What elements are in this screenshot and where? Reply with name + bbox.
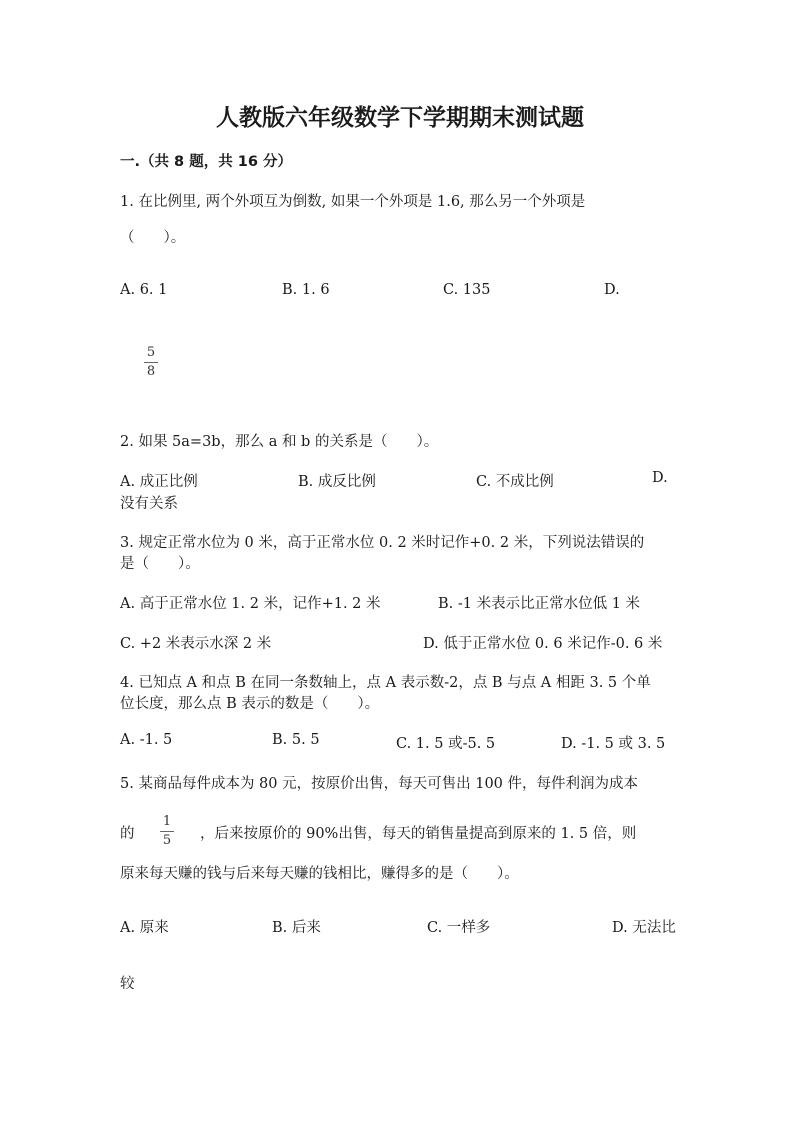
question-5-line-2-end: ，后来按原价的 90%出售，每天的销售量提高到原来的 1. 5 倍，则 (200, 826, 637, 842)
question-1-line-2: （ ）。 (120, 230, 186, 246)
question-4-option-c: C. 1. 5 或-5. 5 (396, 736, 496, 752)
question-4-line-2: 位长度，那么点 B 表示的数是（ ）。 (120, 696, 380, 712)
fraction-numerator: 5 (146, 345, 156, 360)
question-4-option-a: A. -1. 5 (120, 732, 173, 748)
question-2-option-a: A. 成正比例 (120, 474, 198, 490)
question-4-option-d: D. -1. 5 或 3. 5 (561, 736, 666, 752)
question-5-line-3: 原来每天赚的钱与后来每天赚的钱相比，赚得多的是（ ）。 (120, 866, 519, 882)
question-5-option-d: D. 无法比 (612, 920, 676, 936)
question-2-option-c: C. 不成比例 (476, 474, 554, 490)
question-5-option-a: A. 原来 (120, 920, 169, 936)
fraction-bar (160, 831, 174, 832)
question-1-line-1: 1. 在比例里, 两个外项互为倒数, 如果一个外项是 1.6, 那么另一个外项是 (120, 194, 586, 210)
question-5-option-d-text: 较 (120, 976, 135, 992)
fraction-numerator: 1 (162, 814, 172, 829)
question-3-option-b: B. -1 米表示比正常水位低 1 米 (438, 596, 641, 612)
question-1-option-b: B. 1. 6 (282, 282, 330, 298)
question-3-option-a: A. 高于正常水位 1. 2 米，记作+1. 2 米 (120, 596, 381, 612)
question-1-option-a: A. 6. 1 (120, 282, 168, 298)
question-1-option-c: C. 135 (443, 282, 491, 298)
question-5-fraction (160, 815, 174, 848)
question-1-option-d: D. (604, 282, 620, 298)
page-title: 人教版六年级数学下学期期末测试题 (216, 105, 584, 131)
fraction-denominator: 8 (146, 364, 156, 379)
question-5-option-b: B. 后来 (272, 920, 321, 936)
question-3-option-c: C. +2 米表示水深 2 米 (120, 636, 272, 652)
fraction-bar (144, 362, 158, 363)
question-2-line-1: 2. 如果 5a=3b，那么 a 和 b 的关系是（ ）。 (120, 434, 439, 450)
question-4-line-1: 4. 已知点 A 和点 B 在同一条数轴上，点 A 表示数-2，点 B 与点 A 相距 3. 5 个单 (120, 675, 651, 691)
question-3-line-1: 3. 规定正常水位为 0 米，高于正常水位 0. 2 米时记作+0. 2 米，下列说法错误的 (120, 535, 645, 551)
question-2-option-d-text: 没有关系 (120, 496, 178, 512)
question-1-option-d-fraction (144, 346, 158, 379)
question-5-line-2-start: 的 (120, 826, 135, 842)
question-5-option-c: C. 一样多 (427, 920, 491, 936)
section-heading: 一.（共 8 题，共 16 分） (120, 154, 292, 170)
question-5-line-1: 5. 某商品每件成本为 80 元，按原价出售，每天可售出 100 件，每件利润为成本 (120, 776, 639, 792)
question-3-line-2: 是（ ）。 (120, 556, 200, 572)
question-4-option-b: B. 5. 5 (272, 732, 320, 748)
question-3-option-d: D. 低于正常水位 0. 6 米记作-0. 6 米 (423, 636, 663, 652)
question-2-option-d: D. (652, 470, 668, 486)
fraction-denominator: 5 (162, 833, 172, 848)
question-2-option-b: B. 成反比例 (298, 474, 376, 490)
